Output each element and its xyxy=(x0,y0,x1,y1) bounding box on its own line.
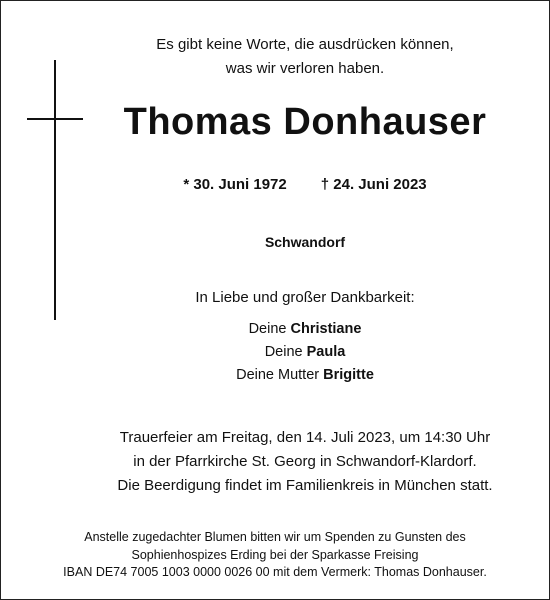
ceremony-line-1: Trauerfeier am Freitag, den 14. Juli 2023, um 14:30 Uhr xyxy=(119,429,491,446)
intro-line-1: Es gibt keine Worte, die ausdrücken können, xyxy=(156,36,454,53)
mourner-name: Paula xyxy=(306,344,346,360)
deceased-name: Thomas Donhauser xyxy=(123,101,487,143)
intro-text xyxy=(60,33,550,81)
mourner-item xyxy=(60,318,550,341)
donation-notice xyxy=(0,529,550,582)
place: Schwandorf xyxy=(264,234,346,250)
mourner-item xyxy=(60,364,550,387)
cross-vertical-bar xyxy=(54,60,56,320)
intro-line-2: was wir verloren haben. xyxy=(225,60,385,77)
mourner-name: Christiane xyxy=(290,321,362,337)
mourners-list xyxy=(60,318,550,387)
life-dates xyxy=(60,175,550,195)
mourner-item xyxy=(60,341,550,364)
thanks-line: In Liebe und großer Dankbarkeit: xyxy=(195,289,415,306)
birth-date: * 30. Juni 1972 xyxy=(183,176,287,193)
notice-line-1: Anstelle zugedachter Blumen bitten wir um Spenden zu Gunsten des xyxy=(84,530,466,544)
mourner-name: Brigitte xyxy=(323,367,374,383)
ceremony-line-3: Die Beerdigung findet im Familienkreis in München statt. xyxy=(117,477,493,494)
notice-line-2: Sophienhospizes Erding bei der Sparkasse Freising xyxy=(131,547,419,562)
mourner-prefix: Deine xyxy=(264,344,303,360)
notice-line-3: IBAN DE74 7005 1003 0000 0026 00 mit dem Vermerk: Thomas Donhauser. xyxy=(63,565,487,579)
mourner-prefix: Deine xyxy=(248,321,287,337)
ceremony-line-2: in der Pfarrkirche St. Georg in Schwandorf-Klardorf. xyxy=(133,453,477,470)
ceremony-details xyxy=(60,426,550,498)
death-date: † 24. Juni 2023 xyxy=(320,176,427,193)
mourner-prefix: Deine Mutter xyxy=(236,367,320,383)
